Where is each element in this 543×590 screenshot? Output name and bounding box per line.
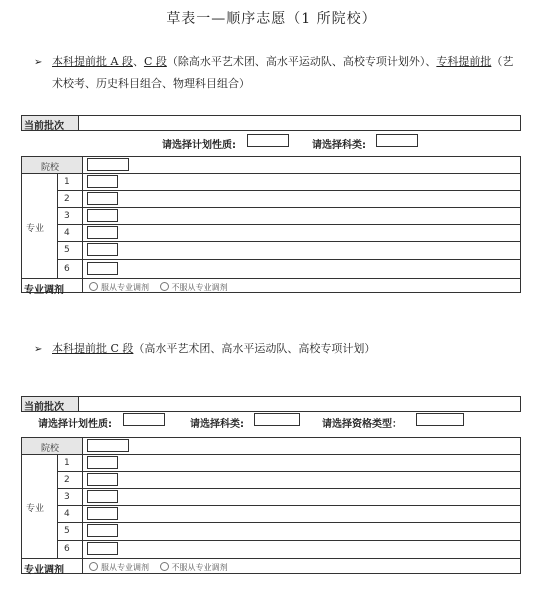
section1-batch-a: 本科提前批 A 段	[52, 55, 133, 68]
form2-subject-input[interactable]	[254, 413, 300, 426]
form2-subject-label: 请选择科类:	[190, 419, 244, 430]
form1-college-input[interactable]	[87, 158, 129, 171]
form1-subject-input[interactable]	[376, 134, 418, 147]
form2-major-input[interactable]	[87, 456, 118, 469]
radio-icon	[160, 562, 169, 571]
form2-row-num: 4	[64, 509, 70, 519]
form2-adjust-label: 专业调剂	[24, 565, 64, 576]
section2-batch-c: 本科提前批 C 段	[52, 342, 134, 355]
form2-row-num: 3	[64, 492, 70, 502]
form1-batch-value[interactable]	[79, 116, 520, 130]
form2-row-num: 5	[64, 526, 70, 536]
form1-row-num: 2	[64, 194, 70, 204]
form1-row-num: 4	[64, 228, 70, 238]
form2-major-input[interactable]	[87, 473, 118, 486]
section1-zk: 专科提前批	[436, 55, 492, 68]
section1-sep: 、	[132, 55, 144, 68]
section2-tail: （高水平艺术团、高水平运动队、高校专项计划）	[133, 342, 376, 355]
form2-batch-label: 当前批次	[24, 402, 64, 413]
form1-adjust-no[interactable]: 不服从专业调剂	[160, 283, 228, 292]
radio-icon	[160, 282, 169, 291]
form1-major-input[interactable]	[87, 243, 118, 256]
form1-major-input[interactable]	[87, 262, 118, 275]
form2-row-num: 6	[64, 544, 70, 554]
form2-college-label: 院校	[41, 444, 60, 454]
form1-batch-label: 当前批次	[24, 121, 64, 132]
form1-college-label: 院校	[41, 163, 60, 173]
section1-batch-c: C 段	[143, 55, 167, 68]
form1-adjust-options	[89, 282, 236, 293]
form2-qual-label: 请选择资格类型：	[322, 419, 402, 430]
form1-major-label: 专业	[26, 224, 45, 234]
form2-major-label: 专业	[26, 504, 45, 514]
section2-heading	[34, 340, 375, 359]
arrow-bullet-icon: ➢	[34, 344, 43, 355]
form2-batch-value[interactable]	[79, 397, 520, 411]
form2-major-input[interactable]	[87, 490, 118, 503]
form1-major-input[interactable]	[87, 226, 118, 239]
section1-mid: （除高水平艺术团、高水平运动队、高校专项计划外）、	[166, 55, 437, 68]
form1-adjust-label: 专业调剂	[24, 285, 64, 296]
form1-subject-label: 请选择科类:	[312, 140, 366, 151]
form2-qual-input[interactable]	[416, 413, 464, 426]
form2-adjust-no[interactable]: 不服从专业调剂	[160, 563, 228, 572]
radio-icon	[89, 562, 98, 571]
page-title: 草表一—顺序志愿（1 所院校）	[166, 11, 377, 27]
form1-major-input[interactable]	[87, 175, 118, 188]
section1-line2: 术校考、历史科目组合、物理科目组合）	[52, 77, 250, 90]
form2-row-num: 2	[64, 475, 70, 485]
form2-major-input[interactable]	[87, 507, 118, 520]
form2-college-input[interactable]	[87, 439, 129, 452]
radio-icon	[89, 282, 98, 291]
section1-heading	[34, 53, 534, 72]
form1-row-num: 3	[64, 211, 70, 221]
form2-plan-label: 请选择计划性质:	[38, 419, 112, 430]
form2-major-input[interactable]	[87, 524, 118, 537]
form1-row-num: 5	[64, 245, 70, 255]
section1-tail: （艺	[491, 55, 514, 68]
form2-major-input[interactable]	[87, 542, 118, 555]
form1-row-num: 6	[64, 264, 70, 274]
form1-plan-label: 请选择计划性质:	[162, 140, 236, 151]
form1-major-input[interactable]	[87, 209, 118, 222]
form1-plan-input[interactable]	[247, 134, 289, 147]
form2-adjust-options	[89, 562, 236, 573]
form2-adjust-yes[interactable]: 服从专业调剂	[89, 563, 149, 572]
form2-plan-input[interactable]	[123, 413, 165, 426]
arrow-bullet-icon: ➢	[34, 57, 43, 68]
form1-adjust-yes[interactable]: 服从专业调剂	[89, 283, 149, 292]
form1-major-input[interactable]	[87, 192, 118, 205]
form2-row-num: 1	[64, 458, 70, 468]
form1-row-num: 1	[64, 177, 70, 187]
